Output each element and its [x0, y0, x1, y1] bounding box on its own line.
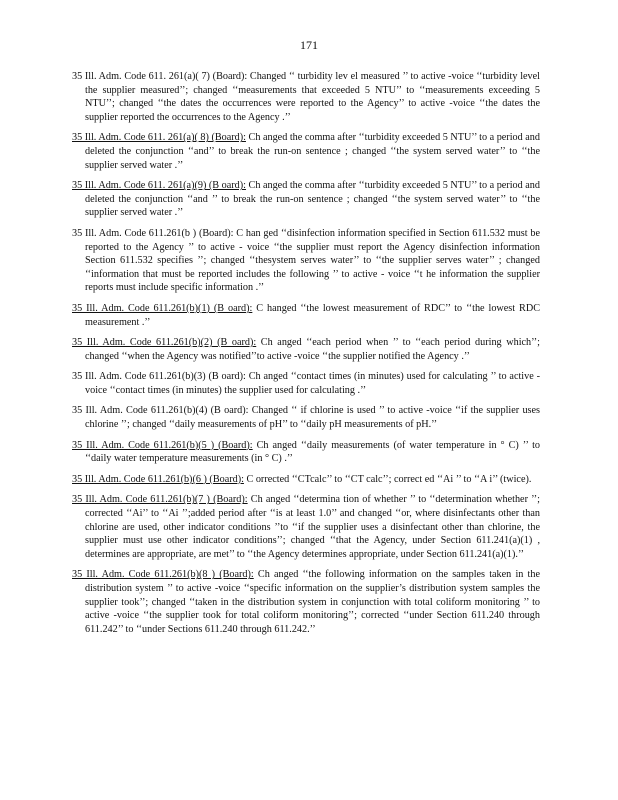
amendment-entry [72, 302, 540, 329]
citation: 35 Ill. Adm. Code 611. 261(a)(9) (B oard): [72, 180, 246, 192]
page-number: 171 [300, 38, 318, 52]
citation: 35 Ill. Adm. Code 611.261(b)(6 ) (Board): [72, 473, 244, 485]
citation: 35 Ill. Adm. Code 611.261(b)(7 ) (Board): [72, 494, 248, 506]
citation: 35 Ill. Adm. Code 611.261(b)(1) (B oard): [72, 302, 253, 314]
amendment-text: C han ged ‘‘disinfection information specified in Section 611.532 must be reported to the Agency ’’ to active - voice ‘‘the supplier must report the Agency disinfection information Section 611.532 specifies ’’; changed ‘‘thesystem serves water’’ to ‘‘the supplier serves water’’ ; changed ‘‘information that must be reported includes the following ’’ to active - voice ‘‘t he information the supplier reports must include specific information .’’ [85, 227, 540, 294]
citation: 35 Ill. Adm. Code 611.261(b ) (Board): [72, 227, 234, 239]
amendment-text: Ch anged the comma after ‘‘turbidity exceeded 5 NTU’’ to a period and deleted the conjunction ‘‘and’’ to break the run-on sentence ; changed ‘‘the system served water’’ to ‘‘the supplier served water .’’ [85, 132, 540, 171]
amendment-entry [72, 568, 540, 636]
amendment-entry [72, 179, 540, 220]
citation: 35 Ill. Adm. Code 611. 261(a)( 7) (Board): [72, 71, 248, 82]
amendment-text: Changed ‘‘ if chlorine is used ’’ to active -voice ‘‘if the supplier uses chlorine ’’; changed ‘‘daily measurements of pH’’ to ‘‘daily pH measurements of pH.’’ [85, 405, 540, 431]
amendment-entry [72, 227, 540, 295]
amendment-list [72, 70, 540, 643]
citation: 35 Ill. Adm. Code 611.261(b)(5 ) (Board): [72, 439, 253, 451]
citation: 35 Ill. Adm. Code 611.261(b)(2) (B oard): [72, 337, 257, 349]
amendment-entry [72, 336, 540, 363]
amendment-entry [72, 131, 540, 172]
amendment-entry [72, 370, 540, 397]
amendment-text: Ch anged ‘‘contact times (in minutes) used for calculating ’’ to active - voice ‘‘contact times (in minutes) the supplier used for calculating .’’ [85, 371, 541, 396]
amendment-entry [72, 404, 540, 431]
citation: 35 Ill. Adm. Code 611.261(b)(8 ) (Board): [72, 569, 254, 581]
amendment-text: Changed ‘‘ turbidity lev el measured ’’ to active -voice ‘‘turbidity level the supplier measured’’; changed ‘‘measurements that exceeded 5 NTU’’ to ‘‘measurements exceeding 5 NTU’’; changed ‘‘the dates the occurrences were reported to the Agency’’ to active -voice ‘‘the dates the supplier reported the occurrences to the Agency .’’ [85, 71, 540, 123]
amendment-entry [72, 493, 540, 561]
citation: 35 Ill. Adm. Code 611. 261(a)( 8) (Board): [72, 132, 246, 144]
amendment-entry [72, 439, 540, 466]
citation: 35 Ill. Adm. Code 611.261(b)(3) (B oard): [72, 371, 246, 383]
citation: 35 Ill. Adm. Code 611.261(b)(4) (B oard): [72, 405, 249, 417]
amendment-text: C hanged ‘‘the lowest measurement of RDC’’ to ‘‘the lowest RDC measurement .’’ [85, 302, 540, 328]
amendment-text: Ch anged ‘‘determina tion of whether ’’ to ‘‘determination whether ’’; corrected ‘‘Ai’’ to ‘‘Ai ’’;added period after ‘‘is at least 1.0’’ and changed ‘‘or, where disinfectants other than chlorine are used, other indicator conditions ’’to ‘‘if the supplier uses a disinfectant other than chlorine, the supplier must use other indicator conditions’’; changed ‘‘that the Agency, under Section 611.241(a)(1) , determines are appropriate, are met’’ to ‘‘the Agency determines appropriate, under Section 611.241(a)(1).’’ [85, 494, 540, 560]
amendment-text: Ch anged ‘‘daily measurements (of water temperature in ° C) ’’ to ‘‘daily water temperature measurements (in ° C) .’’ [85, 439, 541, 465]
amendment-text: Ch anged ‘‘the following information on the samples taken in the distribution system ’’ to active -voice ‘‘specific information on the supplier’s distribution system samples the supplier took’’; changed ‘‘taken in the distribution system in conjunction with total coliform monitoring ’’ to active -voice ‘‘the supplier took for total coliform monitoring’’; corrected ‘‘under Section 611.240 through 611.242’’ to ‘‘under Sections 611.240 through 611.242.’’ [85, 569, 540, 635]
amendment-entry [72, 70, 540, 124]
amendment-text: Ch anged the comma after ‘‘turbidity exceeded 5 NTU’’ to a period and deleted the conjunction ‘‘and ’’ to break the run-on sentence ; changed ‘‘the system served water’’ to ‘‘the supplier served water .’’ [85, 180, 540, 219]
amendment-text: C orrected ‘‘CTcalc’’ to ‘‘CT calc’’; correct ed ‘‘Ai ’’ to ‘‘A i’’ (twice). [243, 473, 532, 485]
amendment-entry [72, 473, 540, 487]
amendment-text: Ch anged ‘‘each period when ’’ to ‘‘each period during which’’; changed ‘‘when the Agency was notified’’to active -voice ‘‘the supplier notified the Agency .’’ [85, 337, 540, 362]
